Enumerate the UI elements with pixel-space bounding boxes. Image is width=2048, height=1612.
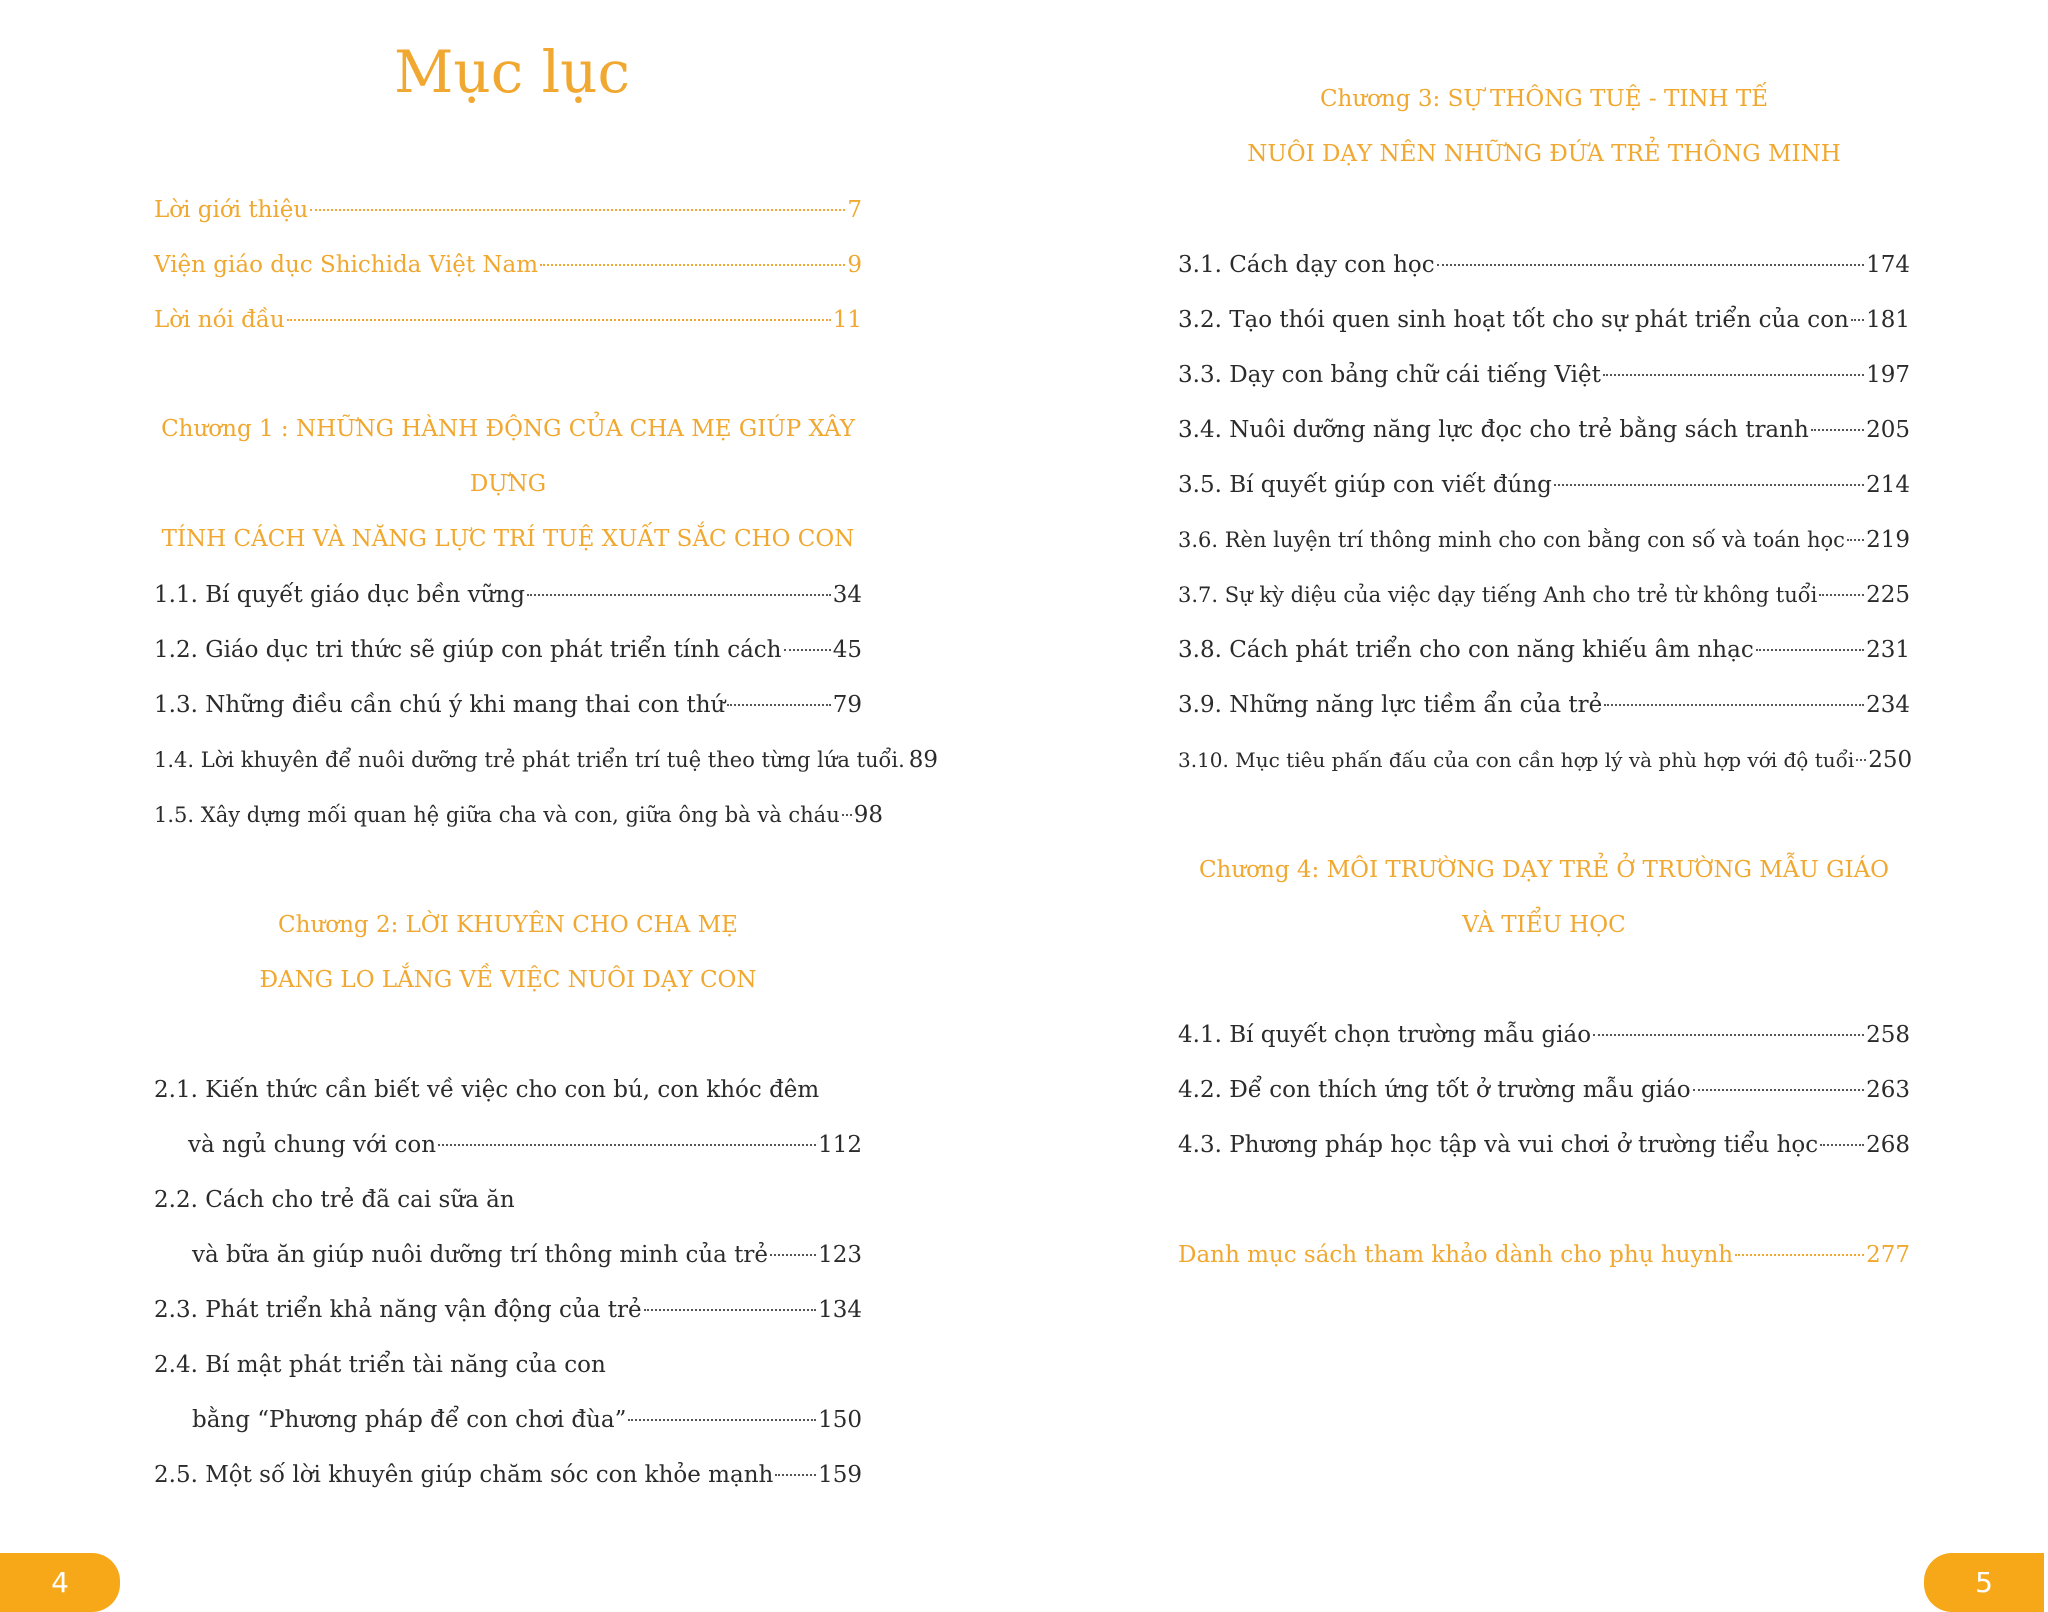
toc-entry-2-2[interactable]: và bữa ăn giúp nuôi dưỡng trí thông minh của trẻ 123 [192,1242,862,1268]
toc-entry-3-1[interactable]: 3.1. Cách dạy con học 174 [1178,252,1910,278]
leader-dots [1856,759,1866,761]
leader-dots [1603,374,1864,376]
leader-dots [438,1144,816,1146]
toc-entry-preface[interactable]: Lời nói đầu 11 [154,307,862,333]
toc-entry-3-6[interactable]: 3.6. Rèn luyện trí thông minh cho con bằng con số và toán học 219 [1178,527,1910,553]
page-number-left: 4 [0,1553,120,1612]
leader-dots [287,319,831,321]
leader-dots [784,649,831,651]
toc-entry-2-4[interactable]: bằng “Phương pháp để con chơi đùa” 150 [192,1407,862,1433]
toc-entry-4-1[interactable]: 4.1. Bí quyết chọn trường mẫu giáo 258 [1178,1022,1910,1048]
leader-dots [727,704,830,706]
chapter-3-heading: Chương 3: SỰ THÔNG TUỆ - TINH TẾ NUÔI DẠY NÊN NHỮNG ĐỨA TRẺ THÔNG MINH [1247,86,1841,167]
toc-entry-3-9[interactable]: 3.9. Những năng lực tiềm ẩn của trẻ 234 [1178,692,1910,718]
toc-entry-4-2[interactable]: 4.2. Để con thích ứng tốt ở trường mẫu giáo 263 [1178,1077,1910,1103]
toc-entry-3-5[interactable]: 3.5. Bí quyết giúp con viết đúng 214 [1178,472,1910,498]
leader-dots [1820,1144,1864,1146]
leader-dots [770,1254,816,1256]
leader-dots [1819,594,1864,596]
toc-entry-3-7[interactable]: 3.7. Sự kỳ diệu của việc dạy tiếng Anh cho trẻ từ không tuổi 225 [1178,582,1910,608]
leader-dots [1693,1089,1865,1091]
toc-entry-1-1[interactable]: 1.1. Bí quyết giáo dục bền vững 34 [154,582,862,608]
leader-dots [775,1474,816,1476]
toc-entry-3-4[interactable]: 3.4. Nuôi dưỡng năng lực đọc cho trẻ bằng sách tranh 205 [1178,417,1910,443]
leader-dots [1437,264,1864,266]
toc-entry-4-3[interactable]: 4.3. Phương pháp học tập và vui chơi ở trường tiểu học 268 [1178,1132,1910,1158]
leader-dots [1811,429,1864,431]
leader-dots [1593,1034,1864,1036]
toc-entry-2-1-line1[interactable]: 2.1. Kiến thức cần biết về việc cho con bú, con khóc đêm [154,1077,820,1103]
leader-dots [527,594,831,596]
toc-entry-2-3[interactable]: 2.3. Phát triển khả năng vận động của trẻ 134 [154,1297,862,1323]
leader-dots [644,1309,817,1311]
toc-entry-2-1[interactable]: và ngủ chung với con 112 [188,1132,862,1158]
chapter-4-heading: Chương 4: MÔI TRƯỜNG DẠY TRẺ Ở TRƯỜNG MẪU GIÁO VÀ TIỂU HỌC [1198,857,1890,938]
leader-dots [1604,704,1864,706]
toc-entry-3-8[interactable]: 3.8. Cách phát triển cho con năng khiếu âm nhạc 231 [1178,637,1910,663]
right-page [1024,0,2048,1612]
chapter-2-heading: Chương 2: LỜI KHUYÊN CHO CHA MẸ ĐANG LO LẮNG VỀ VIỆC NUÔI DẠY CON [259,912,757,993]
toc-entry-institute[interactable]: Viện giáo dục Shichida Việt Nam 9 [154,252,862,278]
toc-entry-1-2[interactable]: 1.2. Giáo dục tri thức sẽ giúp con phát triển tính cách 45 [154,637,862,663]
leader-dots [1756,649,1864,651]
page-number-right: 5 [1924,1553,2044,1612]
toc-title: Mục lục [393,38,631,106]
toc-entry-1-4[interactable]: 1.4. Lời khuyên để nuôi dưỡng trẻ phát triển trí tuệ theo từng lứa tuổi. 89 [154,747,939,773]
leader-dots [842,814,852,816]
leader-dots [628,1419,816,1421]
toc-entry-references[interactable]: Danh mục sách tham khảo dành cho phụ huynh 277 [1178,1242,1910,1268]
leader-dots [540,264,845,266]
toc-entry-3-2[interactable]: 3.2. Tạo thói quen sinh hoạt tốt cho sự phát triển của con 181 [1178,307,1910,333]
chapter-1-heading: Chương 1 : NHỮNG HÀNH ĐỘNG CỦA CHA MẸ GIÚP XÂY DỰNG TÍNH CÁCH VÀ NĂNG LỰC TRÍ TUỆ XUẤT SẮC CHO CON [161,416,855,552]
leader-dots [1851,319,1864,321]
toc-entry-1-3[interactable]: 1.3. Những điều cần chú ý khi mang thai con thứ 79 [154,692,862,718]
toc-entry-3-3[interactable]: 3.3. Dạy con bảng chữ cái tiếng Việt 197 [1178,362,1910,388]
toc-entry-intro[interactable]: Lời giới thiệu 7 [154,197,862,223]
leader-dots [1735,1254,1864,1256]
toc-entry-2-5[interactable]: 2.5. Một số lời khuyên giúp chăm sóc con khỏe mạnh 159 [154,1462,862,1488]
toc-entry-1-5[interactable]: 1.5. Xây dựng mối quan hệ giữa cha và con, giữa ông bà và cháu 98 [154,802,884,828]
toc-entry-2-4-line1[interactable]: 2.4. Bí mật phát triển tài năng của con [154,1352,606,1378]
leader-dots [1847,539,1864,541]
toc-entry-3-10[interactable]: 3.10. Mục tiêu phấn đấu của con cần hợp lý và phù hợp với độ tuổi 250 [1178,747,1913,773]
leader-dots [1554,484,1864,486]
toc-entry-2-2-line1[interactable]: 2.2. Cách cho trẻ đã cai sữa ăn [154,1187,515,1213]
leader-dots [310,209,845,211]
